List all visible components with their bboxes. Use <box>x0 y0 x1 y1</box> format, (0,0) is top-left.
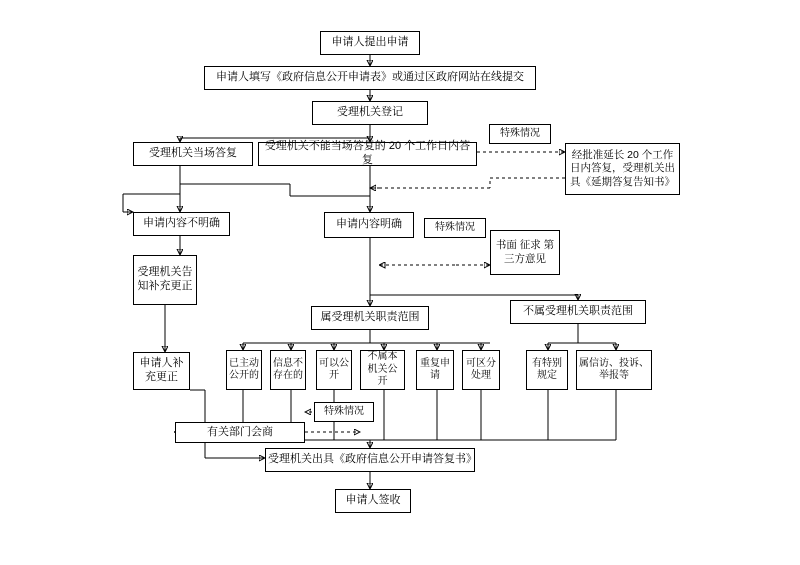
node-separable-processing[interactable]: 可区分处理 <box>462 350 500 390</box>
node-departments-consultation[interactable]: 有关部门会商 <box>175 422 305 443</box>
node-not-this-agency[interactable]: 不属本机关公开 <box>360 350 405 390</box>
node-petition-complaint[interactable]: 属信访、投诉、举报等 <box>576 350 652 390</box>
node-info-not-exist[interactable]: 信息不存在的 <box>270 350 306 390</box>
node-special-case-third-party[interactable]: 特殊情况 <box>424 218 486 238</box>
node-special-case-consultation[interactable]: 特殊情况 <box>314 402 374 422</box>
node-can-disclose[interactable]: 可以公开 <box>316 350 352 390</box>
node-third-party-opinion[interactable]: 书面 征求 第三方意见 <box>490 230 560 275</box>
node-extension-notice[interactable]: 经批准延长 20 个工作日内答复，受理机关出具《延期答复告知书》 <box>565 143 680 195</box>
node-onsite-reply[interactable]: 受理机关当场答复 <box>133 142 253 166</box>
node-duplicate-application[interactable]: 重复申请 <box>416 350 454 390</box>
node-special-provision[interactable]: 有特别规定 <box>526 350 568 390</box>
node-applicant-receipt[interactable]: 申请人签收 <box>335 489 411 513</box>
node-issue-reply-document[interactable]: 受理机关出具《政府信息公开申请答复书》 <box>265 448 475 472</box>
node-outside-agency-scope[interactable]: 不属受理机关职责范围 <box>510 300 646 324</box>
node-within-agency-scope[interactable]: 属受理机关职责范围 <box>311 306 429 330</box>
node-content-unclear[interactable]: 申请内容不明确 <box>133 212 230 236</box>
node-special-case-extension[interactable]: 特殊情况 <box>489 124 551 144</box>
node-20-working-days-reply[interactable]: 受理机关不能当场答复的 20 个工作日内答复 <box>258 142 477 166</box>
node-content-clear[interactable]: 申请内容明确 <box>324 212 414 238</box>
node-applicant-submit[interactable]: 申请人提出申请 <box>320 31 420 55</box>
node-agency-registration[interactable]: 受理机关登记 <box>312 101 428 125</box>
node-already-disclosed[interactable]: 已主动公开的 <box>226 350 262 390</box>
node-applicant-supplement[interactable]: 申请人补充更正 <box>133 352 190 390</box>
node-notify-supplement[interactable]: 受理机关告知补充更正 <box>133 255 197 305</box>
node-fill-application-form[interactable]: 申请人填写《政府信息公开申请表》或通过区政府网站在线提交 <box>204 66 536 90</box>
